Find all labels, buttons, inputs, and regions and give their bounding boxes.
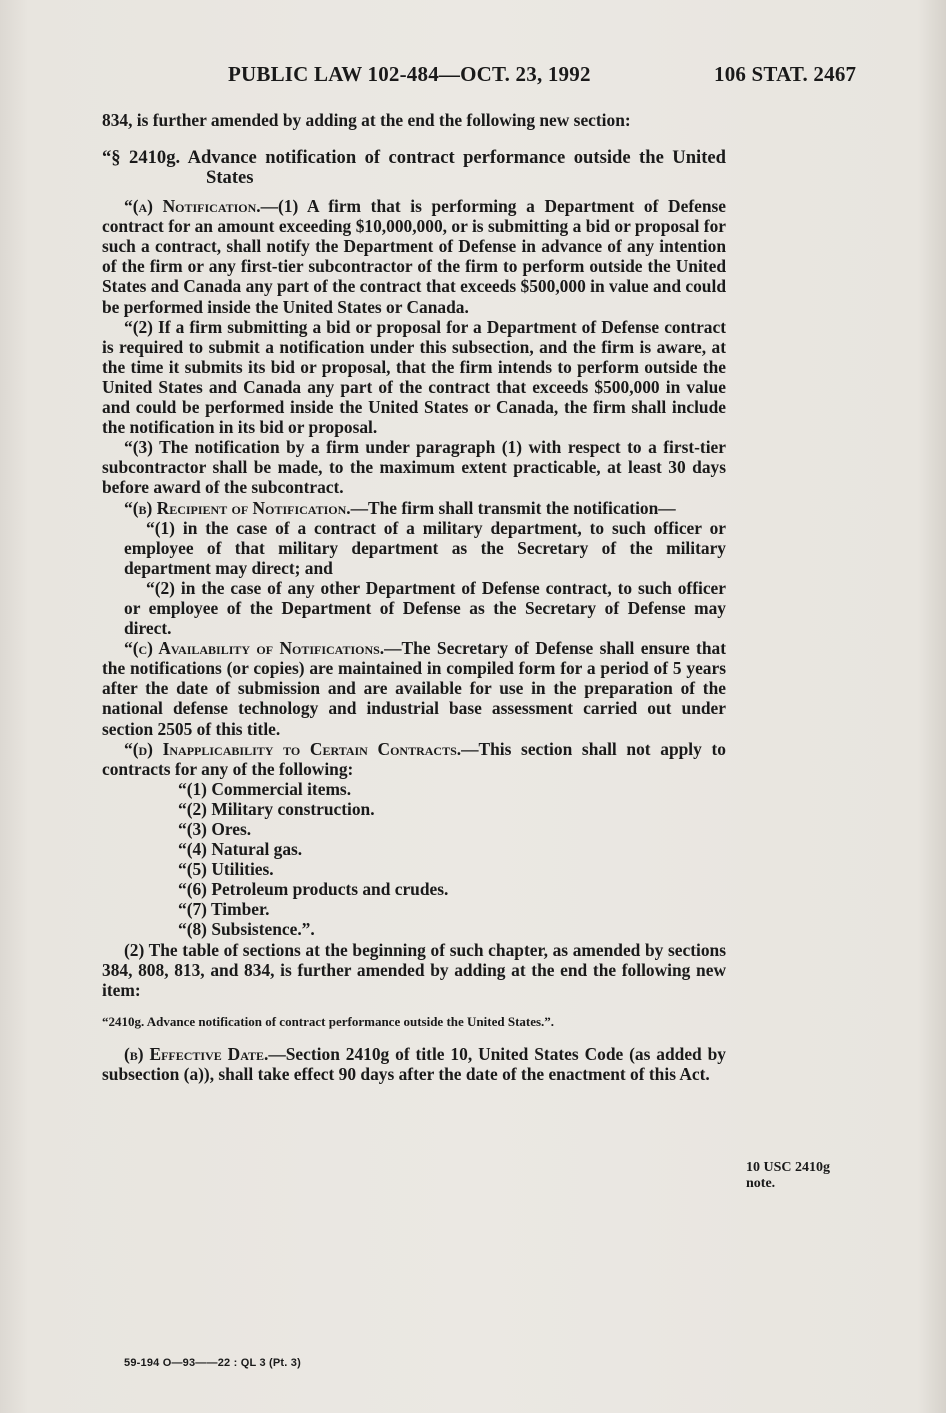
- effective-date-label: (b) Effective Date.: [124, 1043, 269, 1064]
- subsection-b-label: “(b) Recipient of Notification.: [124, 497, 351, 518]
- law-title: PUBLIC LAW 102-484—OCT. 23, 1992: [228, 62, 591, 86]
- section-heading: “§ 2410g. Advance notification of contract performance outside the United States: [102, 147, 726, 189]
- subsection-a-text: —(1) A firm that is performing a Department of Defense contract for an amount exceeding $10,000,000, or is submitting a bid or proposal for such a contract, shall notify the Department of Defense in advance of any intention of the firm or any first-tier subcontractor of the firm to perform outside the United States and Canada any part of the contract that exceeds $500,000 in value and could be performed inside the United States or Canada.: [102, 196, 727, 317]
- body-text: [102, 110, 726, 1084]
- subsection-d-text: —This section shall not apply to contracts for any of the following:: [102, 738, 726, 779]
- list-item: “(3) Ores.: [178, 819, 252, 839]
- list-item: “(2) Military construction.: [178, 798, 375, 819]
- subsection-b: [102, 498, 726, 518]
- subsection-a-para-1: [102, 196, 726, 317]
- effective-date-paragraph: [102, 1044, 726, 1084]
- paragraph-2: (2) The table of sections at the beginning of such chapter, as amended by sections 384, 808, 813, and 834, is further amended by adding at the end the following new item:: [102, 939, 726, 1000]
- subsection-b-text: —The firm shall transmit the notification—: [350, 497, 676, 518]
- subsection-c: [102, 638, 726, 738]
- subsection-b-para-2: “(2) in the case of any other Department of Defense contract, to such officer or employee of the Department of Defense as the Secretary of Defense may direct.: [124, 577, 726, 639]
- list-item: “(4) Natural gas.: [178, 839, 303, 860]
- running-head: [0, 62, 946, 92]
- list-item: “(7) Timber.: [178, 899, 270, 920]
- intro-paragraph: 834, is further amended by adding at the end the following new section:: [102, 110, 631, 130]
- statute-page: 106 STAT. 2467: [714, 62, 857, 86]
- list-item: “(1) Commercial items.: [178, 778, 352, 799]
- subsection-b-para-1: “(1) in the case of a contract of a military department, to such officer or employee of that military department as the Secretary of the military department may direct; and: [124, 517, 726, 578]
- footer-print-code: 59-194 O—93——22 : QL 3 (Pt. 3): [124, 1357, 301, 1369]
- subsection-d-label: “(d) Inapplicability to Certain Contracts.: [124, 738, 462, 759]
- subsection-a-label: “(a) Notification.: [124, 196, 261, 217]
- subsection-a-para-2: “(2) If a firm submitting a bid or proposal for a Department of Defense contract is required to submit a notification under this subsection, and the firm is aware, at the time it submits its bid or proposal, that the firm intends to perform outside the United States and Canada any part of the contract that exceeds $500,000 in value and could be performed inside the United States or Canada, the firm shall include the notification in its bid or proposal.: [102, 316, 726, 438]
- subsection-d: [102, 739, 726, 779]
- subsection-a-para-3: “(3) The notification by a firm under paragraph (1) with respect to a first-tier subcontractor shall be made, to the maximum extent practicable, at least 30 days before award of the subcontract.: [102, 437, 726, 498]
- effective-date-text: —Section 2410g of title 10, United States Code (as added by subsection (a)), shall take effect 90 days after the date of the enactment of this Act.: [102, 1043, 726, 1084]
- list-item: “(6) Petroleum products and crudes.: [178, 879, 449, 900]
- table-of-sections-item: “2410g. Advance notification of contract performance outside the United States.”.: [102, 1013, 555, 1029]
- subsection-c-text: —The Secretary of Defense shall ensure that the notifications (or copies) are maintained in compiled form for a period of 5 years after the date of submission and are available for use in the preparation of the national defense technology and industrial base assessment carried out under section 2505 of this title.: [102, 638, 726, 739]
- subsection-c-label: “(c) Availability of Notifications.: [124, 638, 385, 659]
- list-item: “(8) Subsistence.”.: [178, 919, 315, 940]
- margin-note: 10 USC 2410g note.: [746, 1160, 831, 1191]
- list-item: “(5) Utilities.: [178, 859, 274, 880]
